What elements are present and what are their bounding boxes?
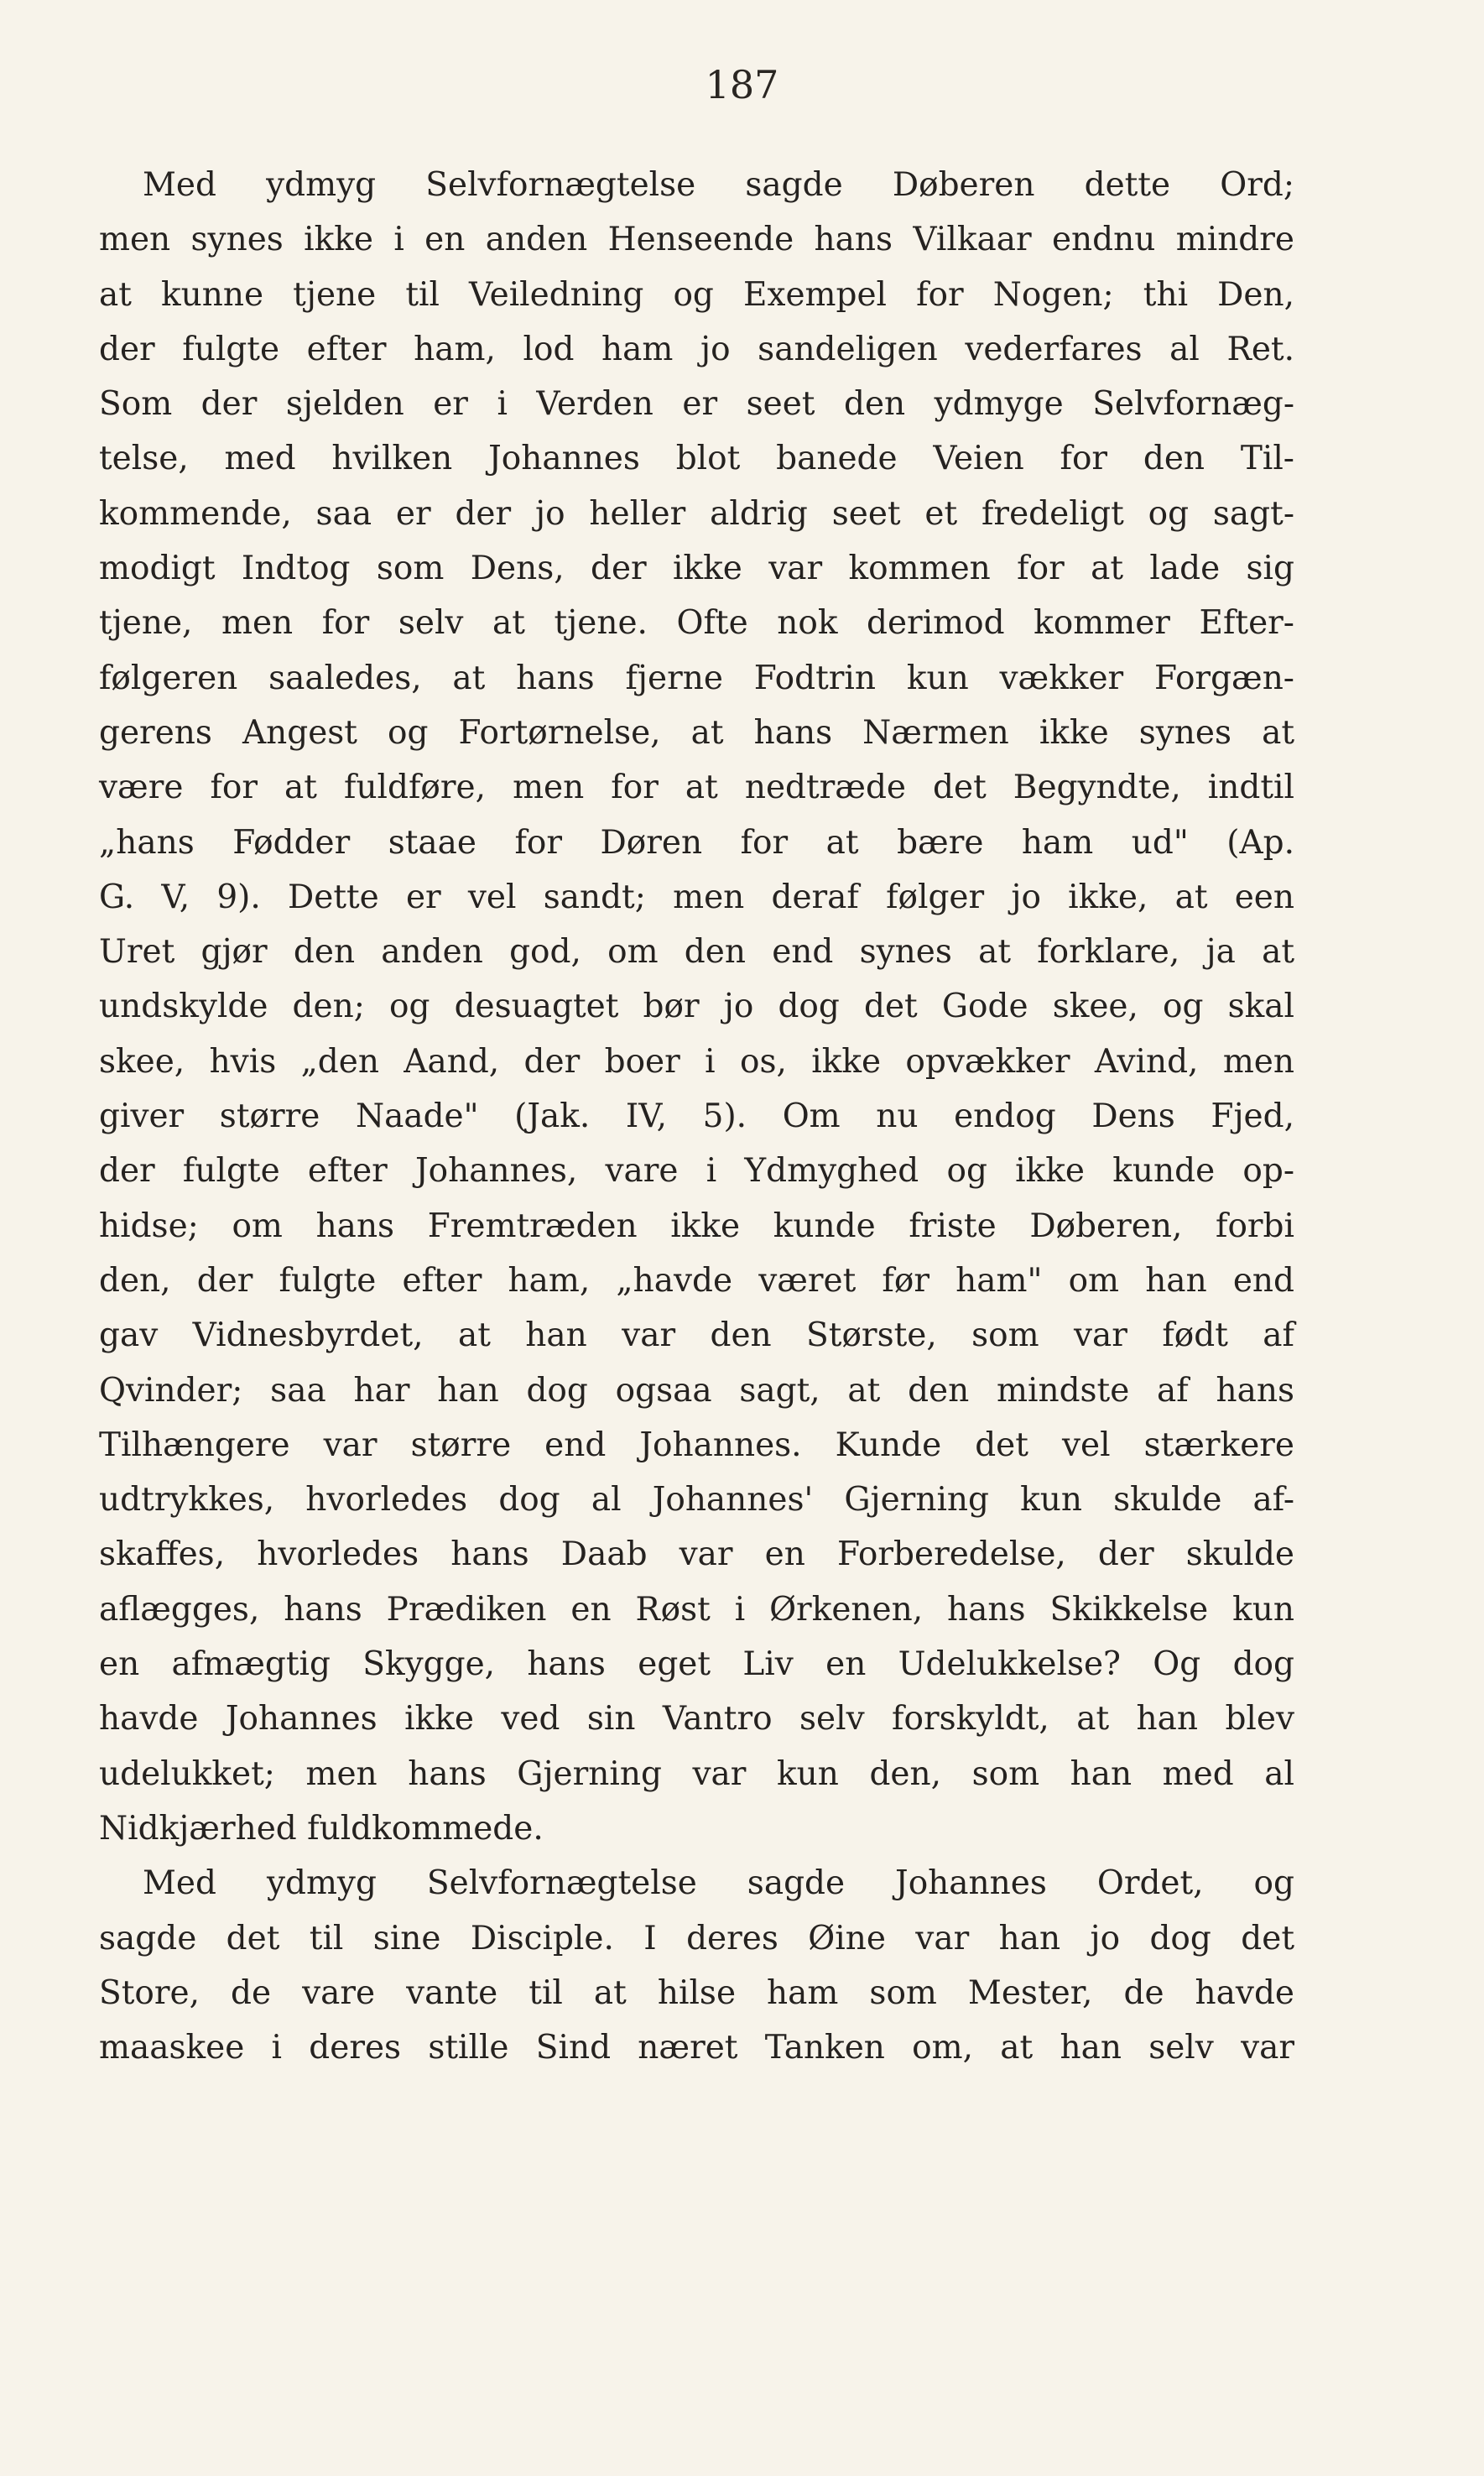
- text-line: der fulgte efter Johannes, vare i Ydmyghed og ikke kunde op-: [99, 1152, 1294, 1191]
- text-line: Uret gjør den anden god, om den end synes at forklare, ja at: [99, 933, 1294, 972]
- text-line: udelukket; men hans Gjerning var kun den, som han med al: [99, 1754, 1294, 1793]
- text-line: sagde det til sine Disciple. I deres Øine var han jo dog det: [99, 1919, 1294, 1957]
- text-line: skaffes, hvorledes hans Daab var en Forberedelse, der skulde: [99, 1535, 1294, 1574]
- text-line: Qvinder; saa har han dog ogsaa sagt, at den mindste af hans: [99, 1371, 1294, 1410]
- text-line: maaskee i deres stille Sind næret Tanken om, at han selv var: [99, 2029, 1294, 2067]
- text-line: en afmægtig Skygge, hans eget Liv en Udelukkelse? Og dog: [99, 1645, 1294, 1684]
- text-line: der fulgte efter ham, lod ham jo sandeligen vederfares al Ret.: [99, 330, 1294, 368]
- text-line: Med ydmyg Selvfornægtelse sagde Johannes Ordet, og: [143, 1864, 1294, 1903]
- text-line: være for at fuldføre, men for at nedtræde det Begyndte, indtil: [99, 769, 1294, 807]
- text-line: den, der fulgte efter ham, „havde været før ham" om han end: [99, 1261, 1294, 1300]
- text-line: giver større Naade" (Jak. IV, 5). Om nu endog Dens Fjed,: [99, 1097, 1294, 1136]
- text-line: Store, de vare vante til at hilse ham som Mester, de havde: [99, 1973, 1294, 2012]
- text-line: G. V, 9). Dette er vel sandt; men deraf følger jo ikke, at een: [99, 878, 1294, 916]
- text-line: gerens Angest og Fortørnelse, at hans Nærmen ikke synes at: [99, 713, 1294, 752]
- text-line: hidse; om hans Fremtræden ikke kunde friste Døberen, forbi: [99, 1207, 1294, 1245]
- text-line: kommende, saa er der jo heller aldrig seet et fredeligt og sagt-: [99, 494, 1294, 533]
- text-line: udtrykkes, hvorledes dog al Johannes' Gjerning kun skulde af-: [99, 1481, 1294, 1519]
- text-line: tjene, men for selv at tjene. Ofte nok derimod kommer Efter-: [99, 604, 1294, 643]
- text-line: Som der sjelden er i Verden er seet den ydmyge Selvfornæg-: [99, 385, 1294, 424]
- text-line: modigt Indtog som Dens, der ikke var kommen for at lade sig: [99, 550, 1294, 588]
- text-line: aflægges, hans Prædiken en Røst i Ørkenen, hans Skikkelse kun: [99, 1590, 1294, 1629]
- text-line: Tilhængere var større end Johannes. Kunde det vel stærkere: [99, 1426, 1294, 1464]
- text-line: telse, med hvilken Johannes blot banede Veien for den Til-: [99, 440, 1294, 478]
- body-text: [99, 158, 1294, 2075]
- text-line: Med ydmyg Selvfornægtelse sagde Døberen dette Ord;: [143, 166, 1294, 204]
- text-line: Nidkjærhed fuldkommede.: [99, 1809, 544, 1848]
- text-line: „hans Fødder staae for Døren for at bære ham ud" (Ap.: [99, 823, 1294, 862]
- text-line: men synes ikke i en anden Henseende hans Vilkaar endnu mindre: [99, 221, 1294, 259]
- page-number: 187: [705, 62, 779, 107]
- text-line: skee, hvis „den Aand, der boer i os, ikke opvækker Avind, men: [99, 1042, 1294, 1081]
- text-line: undskylde den; og desuagtet bør jo dog det Gode skee, og skal: [99, 988, 1294, 1026]
- text-line: gav Vidnesbyrdet, at han var den Største, som var født af: [99, 1316, 1294, 1355]
- text-line: havde Johannes ikke ved sin Vantro selv forskyldt, at han blev: [99, 1700, 1294, 1738]
- text-line: at kunne tjene til Veiledning og Exempel for Nogen; thi Den,: [99, 275, 1294, 314]
- text-line: følgeren saaledes, at hans fjerne Fodtrin kun vækker Forgæn-: [99, 659, 1294, 697]
